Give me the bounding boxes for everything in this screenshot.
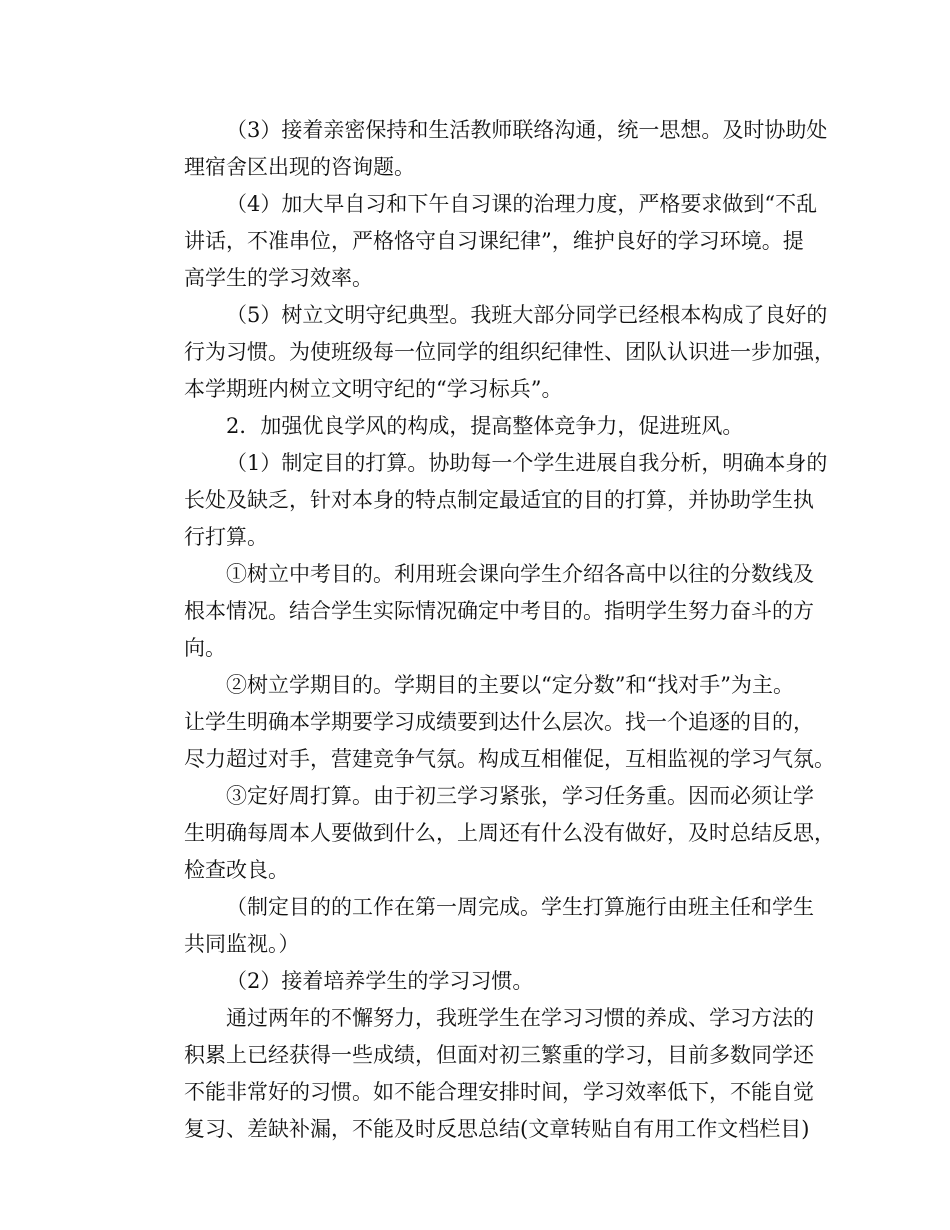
text-line: （5）树立文明守纪典型。我班大部分同学已经根本构成了良好的 bbox=[226, 303, 828, 327]
text-line: ①树立中考目的。利用班会课向学生介绍各高中以往的分数线及 bbox=[226, 562, 814, 586]
paragraph-goal-plan bbox=[142, 445, 828, 556]
text-line: （2）接着培养学生的学习习惯。 bbox=[226, 969, 534, 993]
text-line: （4）加大早自习和下午自习课的治理力度，严格要求做到“不乱 bbox=[226, 192, 818, 216]
text-line: 本学期班内树立文明守纪的“学习标兵”。 bbox=[184, 377, 563, 401]
text-line: 积累上已经获得一些成绩，但面对初三繁重的学习，目前多数同学还 bbox=[184, 1043, 814, 1067]
text-line: ③定好周打算。由于初三学习紧张，学习任务重。因而必须让学 bbox=[226, 784, 814, 808]
paragraph-5 bbox=[142, 297, 835, 408]
document-body bbox=[142, 112, 835, 1148]
text-line: 复习、差缺补漏，不能及时反思总结(文章转贴自有用工作文档栏目) bbox=[184, 1117, 810, 1141]
paragraph-habits-heading bbox=[142, 963, 822, 1000]
text-line: （1）制定目的打算。协助每一个学生进展自我分析，明确本身的 bbox=[226, 451, 828, 475]
text-line: 让学生明确本学期要学习成绩要到达什么层次。找一个追逐的目的， bbox=[184, 710, 814, 734]
text-line: 尽力超过对手，营建竞争气氛。构成互相催促，互相监视的学习气氛。 bbox=[184, 747, 835, 771]
text-line: 根本情况。结合学生实际情况确定中考目的。指明学生努力奋斗的方 bbox=[184, 599, 814, 623]
section-heading-2 bbox=[142, 408, 822, 445]
text-line: 检查改良。 bbox=[184, 858, 289, 882]
text-line: 2．加强优良学风的构成，提高整体竞争力，促进班风。 bbox=[226, 414, 744, 438]
text-line: 通过两年的不懈努力，我班学生在学习习惯的养成、学习方法的 bbox=[226, 1006, 814, 1030]
paragraph-3 bbox=[142, 112, 828, 186]
text-line: 行打算。 bbox=[184, 525, 268, 549]
paragraph-exam-goal bbox=[142, 556, 822, 667]
paragraph-term-goal bbox=[142, 667, 835, 778]
text-line: 生明确每周本人要做到什么，上周还有什么没有做好，及时总结反思， bbox=[184, 821, 835, 845]
text-line: 高学生的学习效率。 bbox=[184, 266, 373, 290]
paragraph-week-plan bbox=[142, 778, 835, 889]
text-line: ②树立学期目的。学期目的主要以“定分数”和“找对手”为主。 bbox=[226, 673, 794, 697]
text-line: 长处及缺乏，针对本身的特点制定最适宜的目的打算，并协助学生执 bbox=[184, 488, 814, 512]
text-line: 行为习惯。为使班级每一位同学的组织纪律性、团队认识进一步加强， bbox=[184, 340, 835, 364]
text-line: 理宿舍区出现的咨询题。 bbox=[184, 155, 415, 179]
text-line: 不能非常好的习惯。如不能合理安排时间，学习效率低下，不能自觉 bbox=[184, 1080, 814, 1104]
text-line: 共同监视。） bbox=[184, 932, 300, 956]
paragraph-habits-body bbox=[142, 1000, 822, 1148]
paragraph-4 bbox=[142, 186, 822, 297]
text-line: 向。 bbox=[184, 636, 226, 660]
paragraph-note bbox=[142, 889, 822, 963]
text-line: （3）接着亲密保持和生活教师联络沟通，统一思想。及时协助处 bbox=[226, 118, 828, 142]
text-line: 讲话，不准串位，严格恪守自习课纪律”，维护良好的学习环境。提 bbox=[184, 229, 804, 253]
text-line: （制定目的的工作在第一周完成。学生打算施行由班主任和学生 bbox=[226, 895, 814, 919]
